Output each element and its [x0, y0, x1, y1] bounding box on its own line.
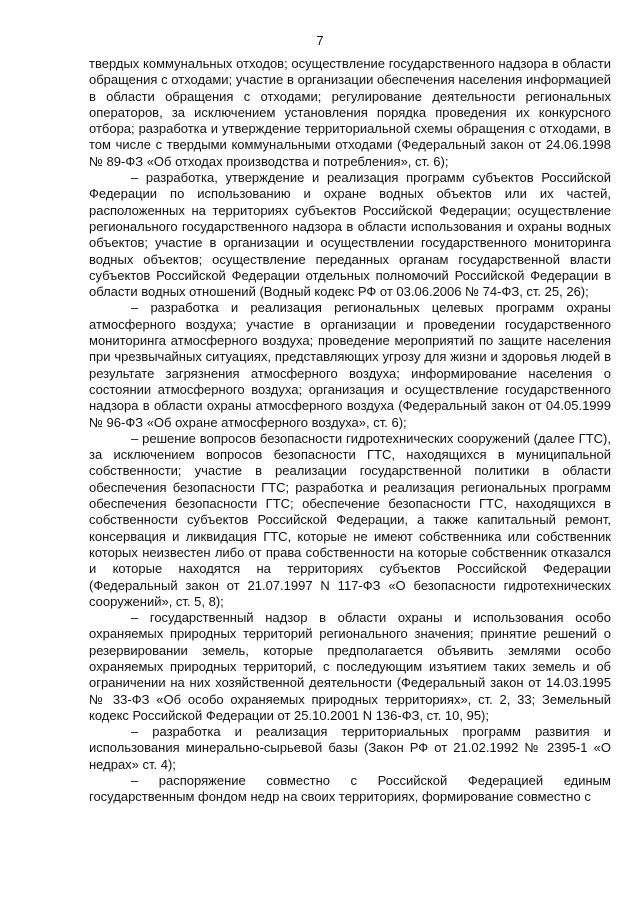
document-body — [89, 56, 611, 806]
paragraph-atmospheric-air: – разработка и реализация региональных целевых программ охраны атмосферного воздуха; участие в организации и проведении государственного мониторинга атмосферного воздуха; проведение мероприятий по защите населения при чрезвычайных ситуациях, представляющих угрозу для жизни и здоровья людей в результате загрязнения атмосферного воздуха; информирование населения о состоянии атмосферного воздуха; организация и осуществление государственного надзора в области охраны атмосферного воздуха (Федеральный закон от 04.05.1999 № 96-ФЗ «Об охране атмосферного воздуха», ст. 6); — [89, 300, 611, 430]
page-number: 7 — [316, 33, 324, 48]
paragraph-hydraulic-structures: – решение вопросов безопасности гидротехнических сооружений (далее ГТС), за исключением вопросов безопасности ГТС, находящихся в муниципальной собственности; участие в реализации государственной политики в области обеспечения безопасности ГТС; разработка и реализация региональных программ обеспечения безопасности ГТС; обеспечение безопасности ГТС, находящихся в собственности субъектов Российской Федерации, а также капитальный ремонт, консервация и ликвидация ГТС, которые не имеют собственника или собственник которых неизвестен либо от права собственности на которые собственник отказался и которые находятся на территориях субъектов Российской Федерации (Федеральный закон от 21.07.1997 N 117-ФЗ «О безопасности гидротехнических сооружений», ст. 5, 8); — [89, 430, 611, 609]
paragraph-water-objects: – разработка, утверждение и реализация программ субъектов Российской Федерации по использованию и охране водных объектов или их частей, расположенных на территориях субъектов Российской Федерации; осуществление регионального государственного надзора в области использования и охраны водных объектов; участие в организации и осуществлении государственного мониторинга водных объектов; осуществление переданных органам государственной власти субъектов Российской Федерации отдельных полномочий Российской Федерации в области водных отношений (Водный кодекс РФ от 03.06.2006 № 74-ФЗ, ст. 25, 26); — [89, 170, 611, 300]
paragraph-subsoil-fund: – распоряжение совместно с Российской Федерацией единым государственным фондом недр на своих территориях, формирование совместно с — [89, 773, 611, 805]
paragraph-protected-areas: – государственный надзор в области охраны и использования особо охраняемых природных территорий регионального значения; принятие решений о резервировании земель, которые предполагается объявить землями особо охраняемых природных территорий, с последующим изъятием таких земель и об ограничении на них хозяйственной деятельности (Федеральный закон от 14.03.1995 № 33-ФЗ «Об особо охраняемых природных территориях», ст. 2, 33; Земельный кодекс Российской Федерации от 25.10.2001 N 136-ФЗ, ст. 10, 95); — [89, 610, 611, 723]
paragraph-waste-continued: твердых коммунальных отходов; осуществление государственного надзора в области обращения с отходами; участие в организации обеспечения населения информацией в области обращения с отходами; регулирование деятельности региональных операторов, за исключением установления порядка проведения их конкурсного отбора; разработка и утверждение территориальной схемы обращения с отходами, в том числе с твердыми коммунальными отходами (Федеральный закон от 24.06.1998 № 89-ФЗ «Об отходах производства и потребления», ст. 6); — [89, 56, 611, 169]
paragraph-mineral-resources: – разработка и реализация территориальных программ развития и использования минерально-сырьевой базы (Закон РФ от 21.02.1992 № 2395-1 «О недрах» ст. 4); — [89, 724, 611, 772]
